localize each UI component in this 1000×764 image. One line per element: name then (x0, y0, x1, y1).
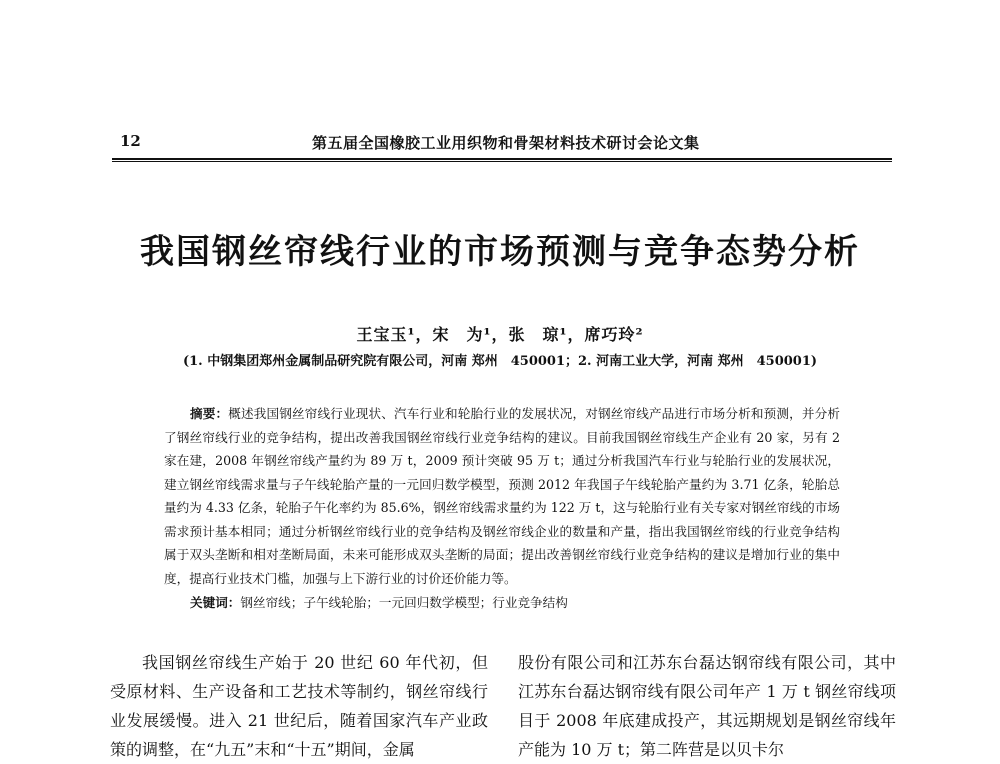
keywords-label: 关键词： (190, 595, 241, 610)
abstract-text: 概述我国钢丝帘线行业现状、汽车行业和轮胎行业的发展状况，对钢丝帘线产品进行市场分析和预测，并分析了钢丝帘线行业的竞争结构，提出改善我国钢丝帘线行业竞争结构的建议。目前我国钢丝帘线生产企业有 20 家，另有 2 家在建，2008 年钢丝帘线产量约为 89 万 t，2009 预计突破 95 万 t；通过分析我国汽车行业与轮胎行业的发展状况，建立钢丝帘线需求量与子午线轮胎产量的一元回归数学模型，预测 2012 年我国子午线轮胎产量约为 3.71 亿条，轮胎总量约为 4.33 亿条，轮胎子午化率约为 85.6%，钢丝帘线需求量约为 122 万 t，这与轮胎行业有关专家对钢丝帘线的市场需求预计基本相同；通过分析钢丝帘线行业的竞争结构及钢丝帘线企业的数量和产量，指出我国钢丝帘线的行业竞争结构属于双头垄断和相对垄断局面，未来可能形成双头垄断的局面；提出改善钢丝帘线行业竞争结构的建议是增加行业的集中度，提高行业技术门槛，加强与上下游行业的讨价还价能力等。 (164, 406, 841, 586)
affiliations: (1. 中钢集团郑州金属制品研究院有限公司，河南 郑州 450001；2. 河南工业大学，河南 郑州 450001) (182, 354, 818, 369)
running-header (112, 130, 892, 156)
keywords (190, 592, 830, 614)
header-rule (112, 158, 892, 160)
body-paragraph: 股份有限公司和江苏东台磊达钢帘线有限公司，其中江苏东台磊达钢帘线有限公司年产 1 万 t 钢丝帘线项目于 2008 年底建成投产，其远期规划是钢丝帘线年产能为 10 万 t；第二阵营是以贝卡尔 (518, 653, 896, 759)
body-paragraph: 我国钢丝帘线生产始于 20 世纪 60 年代初，但受原材料、生产设备和工艺技术等制约，钢丝帘线行业发展缓慢。进入 21 世纪后，随着国家汽车产业政策的调整，在“九五”末和“十五”期间，金属 (110, 653, 488, 759)
body-column-left (110, 648, 488, 764)
journal-title: 第五届全国橡胶工业用织物和骨架材料技术研讨会论文集 (312, 134, 700, 152)
page-number: 12 (120, 132, 141, 150)
header-rule-thin (112, 161, 892, 162)
keywords-text: 钢丝帘线；子午线轮胎；一元回归数学模型；行业竞争结构 (240, 595, 568, 610)
author-list: 王宝玉¹，宋 为¹，张 琼¹，席巧玲² (356, 325, 644, 344)
article-title: 我国钢丝帘线行业的市场预测与竞争态势分析 (140, 232, 860, 272)
abstract-label: 摘要： (190, 406, 229, 421)
body-column-right (518, 648, 896, 764)
abstract (164, 402, 840, 590)
